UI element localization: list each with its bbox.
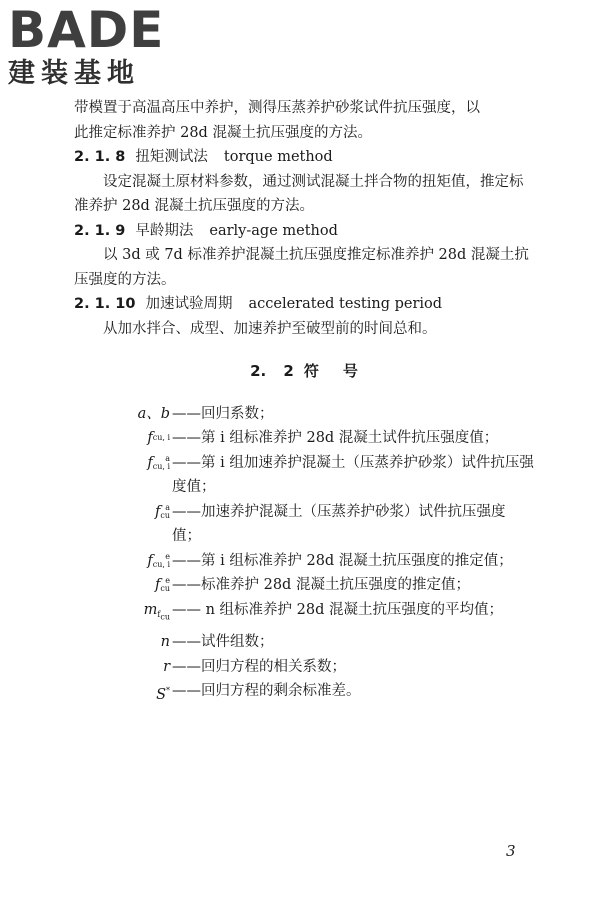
term-heading-2-1-9 <box>74 219 534 244</box>
symbol-row <box>74 402 534 427</box>
symbol-description: ——回归系数； <box>172 405 274 422</box>
symbol-description: ——回归方程的相关系数； <box>172 658 346 675</box>
section-number: 2. 2 <box>250 362 294 380</box>
page-body <box>74 96 534 708</box>
logo-chinese-text: 建装基地 <box>8 58 140 89</box>
term-english: accelerated testing period <box>248 296 443 312</box>
section-title-char-1: 符 <box>303 362 319 380</box>
symbol-row <box>74 549 534 574</box>
symbol-row <box>74 500 534 549</box>
term-heading-2-1-8 <box>74 145 534 170</box>
term-number: 2. 1. 10 <box>74 296 136 312</box>
symbol-row <box>74 655 534 680</box>
symbol-description: ——第 i 组加速养护混凝土（压蒸养护砂浆）试件抗压强度值； <box>172 454 534 495</box>
continuation-paragraph <box>74 96 534 145</box>
symbol: r <box>163 658 170 675</box>
symbol-list <box>74 402 534 708</box>
term-number: 2. 1. 8 <box>74 149 126 165</box>
symbol-row <box>74 573 534 598</box>
symbol: a、b <box>137 405 170 422</box>
symbol: f a cu <box>154 502 170 520</box>
term-heading-2-1-10 <box>74 292 534 317</box>
symbol: n <box>160 634 170 651</box>
symbol-row <box>74 598 534 631</box>
symbol-description: ——试件组数； <box>172 634 274 651</box>
symbol-description: ——第 i 组标准养护 28d 混凝土试件抗压强度值； <box>172 430 499 446</box>
symbol: f e cu <box>154 576 170 593</box>
section-title-char-2: 号 <box>342 362 358 380</box>
symbol-row <box>74 426 534 451</box>
symbol: f cu, i <box>147 430 170 446</box>
symbol-description: ——第 i 组标准养护 28d 混凝土抗压强度的推定值； <box>172 552 513 569</box>
symbol: S* <box>156 686 170 704</box>
term-definition: 从加水拌合、成型、加速养护至破型前的时间总和。 <box>103 320 437 337</box>
term-chinese: 扭矩测试法 <box>135 149 208 165</box>
symbol-description: ——回归方程的剩余标准差。 <box>172 683 361 700</box>
symbol-description: ——加速养护混凝土（压蒸养护砂浆）试件抗压强度值； <box>172 503 506 544</box>
continuation-line-1: 带模置于高温高压中养护，测得压蒸养护砂浆试件抗压强度，以 <box>74 100 480 116</box>
term-definition: 以 3d 或 7d 标准养护混凝土抗压强度推定标准养护 28d 混凝土抗压强度的方法。 <box>74 247 529 288</box>
term-chinese: 加速试验周期 <box>145 296 233 312</box>
symbol: f a cu, i <box>147 453 170 471</box>
page-number: 3 <box>506 842 516 860</box>
symbol-row <box>74 630 534 655</box>
symbol-description: —— n 组标准养护 28d 混凝土抗压强度的平均值； <box>172 601 504 618</box>
symbol-row <box>74 451 534 500</box>
symbol-row <box>74 679 534 707</box>
continuation-line-2: 此推定标准养护 28d 混凝土抗压强度的方法。 <box>74 124 372 141</box>
symbol: $m_{f_{cu}}$ <box>143 601 170 622</box>
logo-latin-text: BADE <box>8 1 165 59</box>
section-heading-2-2 <box>74 359 534 384</box>
term-definition: 设定混凝土原材料参数，通过测试混凝土拌合物的扭矩值，推定标准养护 28d 混凝土抗压强度的方法。 <box>74 173 524 214</box>
symbol: f e cu, i <box>147 551 170 569</box>
symbol-description: ——标准养护 28d 混凝土抗压强度的推定值； <box>172 577 470 593</box>
term-chinese: 早龄期法 <box>135 222 194 239</box>
term-english: torque method <box>223 149 333 165</box>
term-english: early-age method <box>209 222 338 239</box>
publisher-logo <box>8 1 178 90</box>
term-number: 2. 1. 9 <box>74 222 126 239</box>
